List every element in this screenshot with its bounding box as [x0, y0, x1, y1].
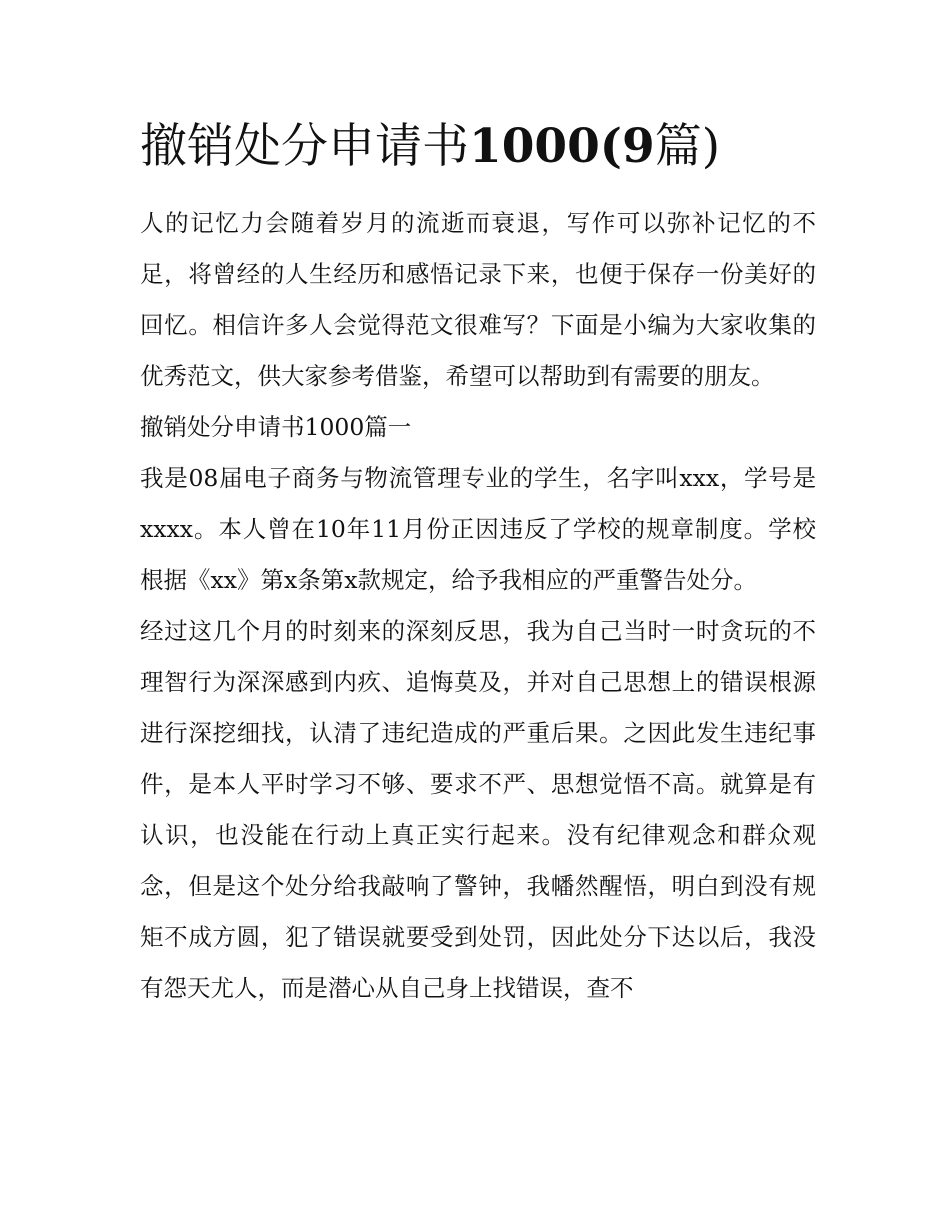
title-tail: 篇) — [654, 119, 721, 174]
title-cjk: 撤销处分申请书 — [140, 119, 469, 174]
document-title — [140, 112, 816, 182]
section-heading: 撤销处分申请书1000篇一 — [140, 413, 412, 441]
intro-paragraph: 人的记忆力会随着岁月的流逝而衰退，写作可以弥补记忆的不足，将曾经的人生经历和感悟记录下来，也便于保存一份美好的回忆。相信许多人会觉得范文很难写？下面是小编为大家收集的优秀范文，供大家参考借鉴，希望可以帮助到有需要的朋友。 — [140, 209, 816, 390]
body-paragraph-1: 我是08届电子商务与物流管理专业的学生，名字叫xxx，学号是xxxx。本人曾在10年11月份正因违反了学校的规章制度。学校根据《xx》第x条第x款规定，给予我相应的严重警告处分。 — [140, 464, 816, 594]
title-latin: 1000(9 — [469, 119, 655, 174]
document-page — [140, 112, 816, 1014]
body-paragraph-2: 经过这几个月的时刻来的深刻反思，我为自己当时一时贪玩的不理智行为深深感到内疚、追悔莫及，并对自己思想上的错误根源进行深挖细找，认清了违纪造成的严重后果。之因此发生违纪事件，是本人平时学习不够、要求不严、思想觉悟不高。就算是有认识，也没能在行动上真正实行起来。没有纪律观念和群众观念，但是这个处分给我敲响了警钟，我幡然醒悟，明白到没有规矩不成方圆，犯了错误就要受到处罚，因此处分下达以后，我没有怨天尤人，而是潜心从自己身上找错误，查不 — [140, 617, 816, 1002]
